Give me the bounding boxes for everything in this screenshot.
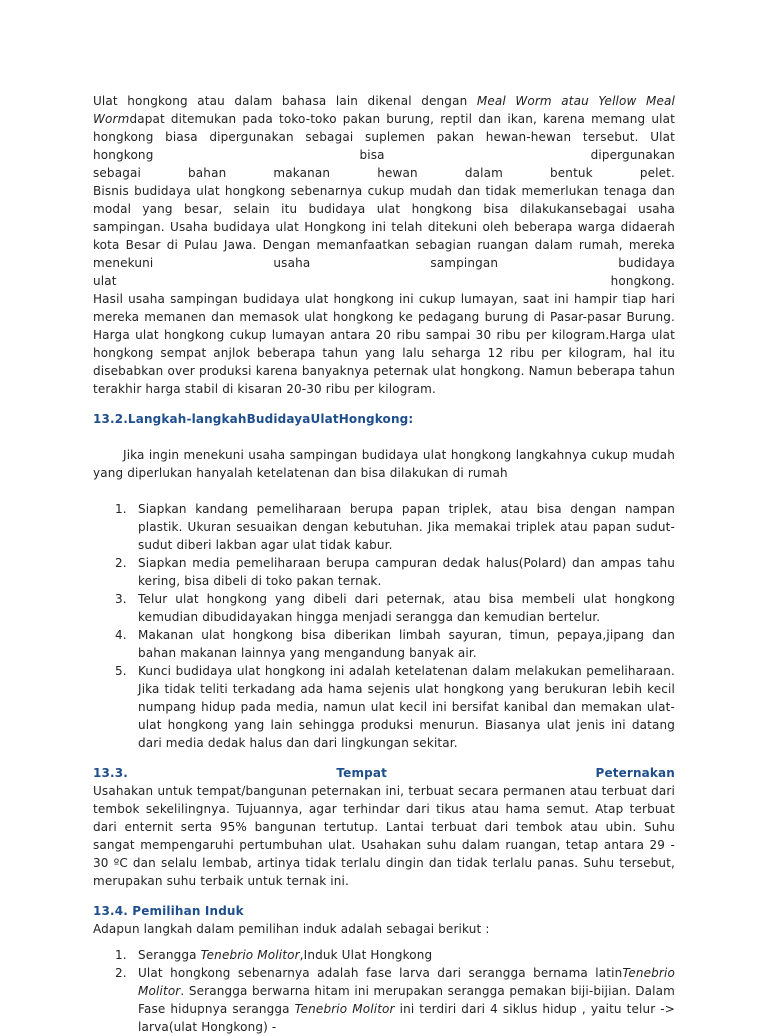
business-text-line: ulat hongkong. xyxy=(93,274,675,288)
list-item: 1. Serangga Tenebrio Molitor,Induk Ulat Hongkong xyxy=(115,948,433,962)
list-item: 2. Ulat hongkong sebenarnya adalah fase larva dari serangga bernama latinTenebrio Molitor. Serangga berwarna hitam ini merupakan serangga pemakan biji-bijian. Dalam Fase hidupnya serangga Tenebrio Molitor ini terdiri dari 4 siklus hidup , yaitu telur -> larva(ulat Hongkong) - xyxy=(115,966,675,1034)
section-heading-13-3: 13.3. Tempat Peternakan xyxy=(93,766,675,780)
section-13-4-intro: Adapun langkah dalam pemilihan induk adalah sebagai berikut : xyxy=(93,922,490,936)
section-heading-13-2: 13.2.Langkah-langkahBudidayaUlatHongkong: xyxy=(93,412,414,426)
intro-text-line: sebagai bahan makanan hewan dalam bentuk pelet. xyxy=(93,166,675,180)
list-item: 5. Kunci budidaya ulat hongkong ini adalah ketelatenan dalam melakukan pemeliharaan. Jika tidak teliti terkadang ada hama sejenis ulat hongkong yang berukuran lebih kecil numpang hidup pada media, namun ulat kecil ini bersifat kanibal dan memakan ulat-ulat hongkong yang lain sehingga produksi menurun. Biasanya ulat jenis ini datang dari media dedak halus dan dari lingkungan sekitar. xyxy=(115,664,675,750)
document-body xyxy=(93,92,675,1036)
business-text: Bisnis budidaya ulat hongkong sebenarnya cukup mudah dan tidak memerlukan tenaga dan modal yang besar, selain itu budidaya ulat hongkong bisa dilakukansebagai usaha sampingan. Usaha budidaya ulat Hongkong ini telah ditekuni oleh beberapa warga didaerah kota Besar di Pulau Jawa. Dengan memanfaatkan sebagian ruangan dalam rumah, mereka menekuni usaha sampingan budidaya xyxy=(93,184,675,270)
list-item: 4. Makanan ulat hongkong bisa diberikan limbah sayuran, timun, pepaya,jipang dan bahan makanan lainnya yang mengandung banyak air. xyxy=(115,628,675,660)
list-item: 3. Telur ulat hongkong yang dibeli dari peternak, atau bisa membeli ulat hongkong kemudian dibudidayakan hingga menjadi serangga dan kemudian bertelur. xyxy=(115,592,675,624)
steps-list xyxy=(93,500,675,752)
list-item: 1. Siapkan kandang pemeliharaan berupa papan triplek, atau bisa dengan nampan plastik. Ukuran sesuaikan dengan kebutuhan. Jika memakai triplek atau papan sudut-sudut diberi lakban agar ulat tidak kabur. xyxy=(115,502,675,552)
section-13-3-text: Usahakan untuk tempat/bangunan peternakan ini, terbuat secara permanen atau terbuat dari tembok sekelilingnya. Tujuannya, agar terhindar dari tikus atau hama semut. Atap terbuat dari enternit serta 95% bangunan tertutup. Lantai terbuat dari tembok atau ubin. Suhu sangat mempengaruhi pertumbuhan ulat. Usahakan suhu dalam ruangan, tetap antara 29 - 30 ºC dan selalu lembab, artinya tidak terlalu dingin dan tidak terlalu panas. Suhu tersebut, merupakan suhu terbaik untuk ternak ini. xyxy=(93,784,675,888)
species-name: Tenebrio Molitor xyxy=(138,966,675,998)
species-name: Tenebrio Molitor xyxy=(294,1002,395,1016)
section-heading-13-4: 13.4. Pemilihan Induk xyxy=(93,904,244,918)
meal-worm-term: Meal Worm atau Yellow Meal Worm xyxy=(93,94,676,126)
induk-list xyxy=(93,946,675,1036)
species-name: Tenebrio Molitor xyxy=(200,948,300,962)
intro-text: Ulat hongkong atau dalam bahasa lain dikenal dengan Meal Worm atau Yellow Meal Wormdapat ditemukan pada toko-toko pakan burung, reptil dan ikan, karena memang ulat hongkong biasa dipergunakan sebagai suplemen pakan hewan-hewan tersebut. Ulat hongkong bisa dipergunakan xyxy=(93,94,676,162)
price-text: Hasil usaha sampingan budidaya ulat hongkong ini cukup lumayan, saat ini hampir tiap hari mereka memanen dan memasok ulat hongkong ke pedagang burung di Pasar-pasar Burung. Harga ulat hongkong cukup lumayan antara 20 ribu sampai 30 ribu per kilogram.Harga ulat hongkong sempat anjlok beberapa tahun yang lalu seharga 12 ribu per kilogram, hal itu disebabkan over produksi karena banyaknya peternak ulat hongkong. Namun beberapa tahun terakhir harga stabil di kisaran 20-30 ribu per kilogram. xyxy=(93,292,675,396)
section-13-2-intro: Jika ingin menekuni usaha sampingan budidaya ulat hongkong langkahnya cukup mudah yang diperlukan hanyalah ketelatenan dan bisa dilakukan di rumah xyxy=(93,448,675,480)
paragraph-intro xyxy=(93,92,675,398)
list-item: 2. Siapkan media pemeliharaan berupa campuran dedak halus(Polard) dan ampas tahu kering, bisa dibeli di toko pakan ternak. xyxy=(115,556,675,588)
